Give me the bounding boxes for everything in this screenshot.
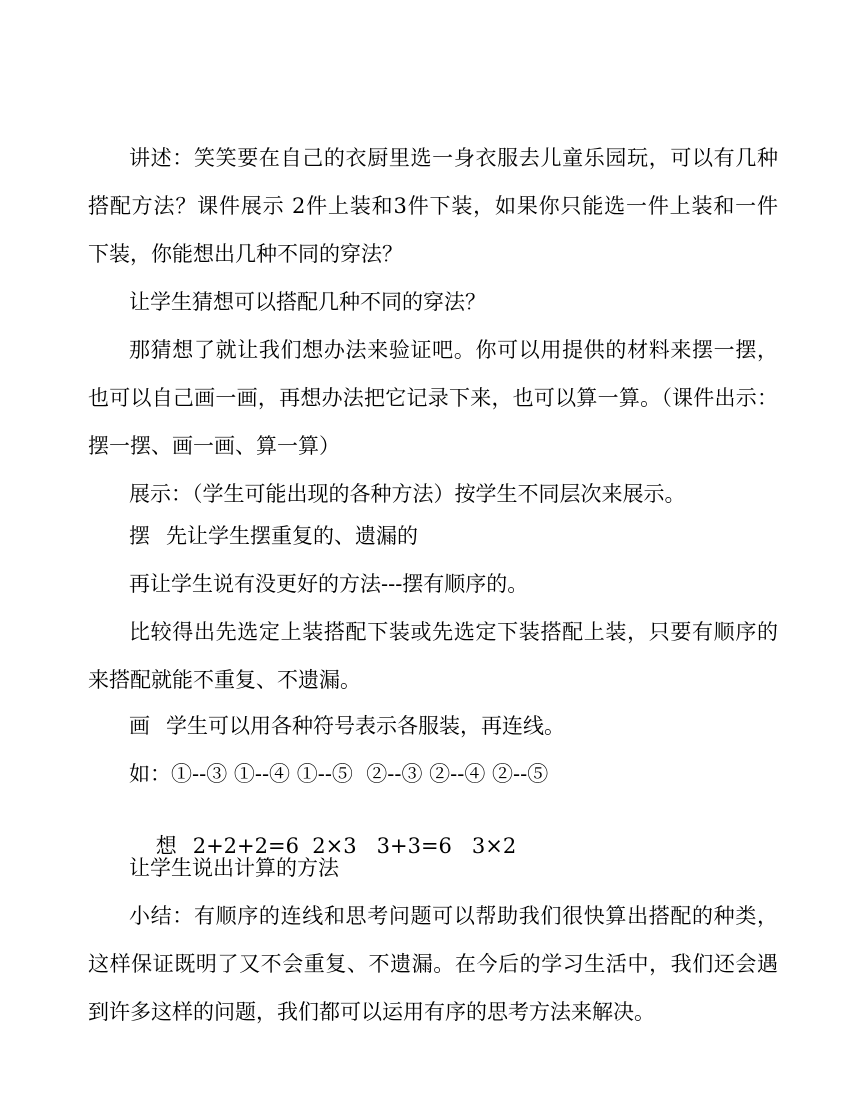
paragraph-9: 如：①--③ ①--④ ①--⑤ ②--③ ②--④ ②--⑤ bbox=[129, 762, 549, 786]
paragraph-1-line-2: 搭配方法？课件展示 2件上装和3件下装，如果你只能选一件上装和一件 bbox=[88, 194, 778, 218]
paragraph-10-label: 想 bbox=[155, 834, 177, 858]
paragraph-8-text: 学生可以用各种符号表示各服装，再连线。 bbox=[166, 714, 565, 738]
paragraph-12-line-1: 小结：有顺序的连线和思考问题可以帮助我们很快算出搭配的种类， bbox=[129, 904, 778, 928]
paragraph-6: 再让学生说有没更好的方法---摆有顺序的。 bbox=[129, 572, 529, 596]
paragraph-12-line-2: 这样保证既明了又不会重复、不遗漏。在今后的学习生活中，我们还会遇 bbox=[88, 952, 778, 976]
paragraph-1-line-1: 讲述：笑笑要在自己的衣厨里选一身衣服去儿童乐园玩，可以有几种 bbox=[129, 146, 778, 170]
paragraph-2: 让学生猜想可以搭配几种不同的穿法？ bbox=[129, 290, 486, 314]
paragraph-8-label: 画 bbox=[129, 714, 150, 738]
paragraph-8 bbox=[129, 714, 778, 738]
paragraph-11: 让学生说出计算的方法 bbox=[129, 856, 339, 880]
paragraph-7-line-2: 来搭配就能不重复、不遗漏。 bbox=[88, 668, 361, 692]
paragraph-5 bbox=[129, 524, 778, 548]
paragraph-12-line-3: 到许多这样的问题，我们都可以运用有序的思考方法来解决。 bbox=[88, 1000, 655, 1024]
paragraph-5-text: 先让学生摆重复的、遗漏的 bbox=[166, 524, 418, 548]
paragraph-5-label: 摆 bbox=[129, 524, 150, 548]
paragraph-3-line-3: 摆一摆、画一画、算一算） bbox=[88, 434, 340, 458]
paragraph-3-line-2: 也可以自己画一画，再想办法把它记录下来，也可以算一算。（课件出示： bbox=[88, 386, 778, 410]
paragraph-4: 展示：（学生可能出现的各种方法）按学生不同层次来展示。 bbox=[129, 482, 686, 506]
paragraph-3-line-1: 那猜想了就让我们想办法来验证吧。你可以用提供的材料来摆一摆， bbox=[129, 338, 778, 362]
paragraph-1-line-3: 下装，你能想出几种不同的穿法？ bbox=[88, 242, 403, 266]
paragraph-10-text: 2+2+2=6 2×3 3+3=6 3×2 bbox=[192, 834, 517, 858]
paragraph-7-line-1: 比较得出先选定上装搭配下装或先选定下装搭配上装，只要有顺序的 bbox=[129, 620, 778, 644]
